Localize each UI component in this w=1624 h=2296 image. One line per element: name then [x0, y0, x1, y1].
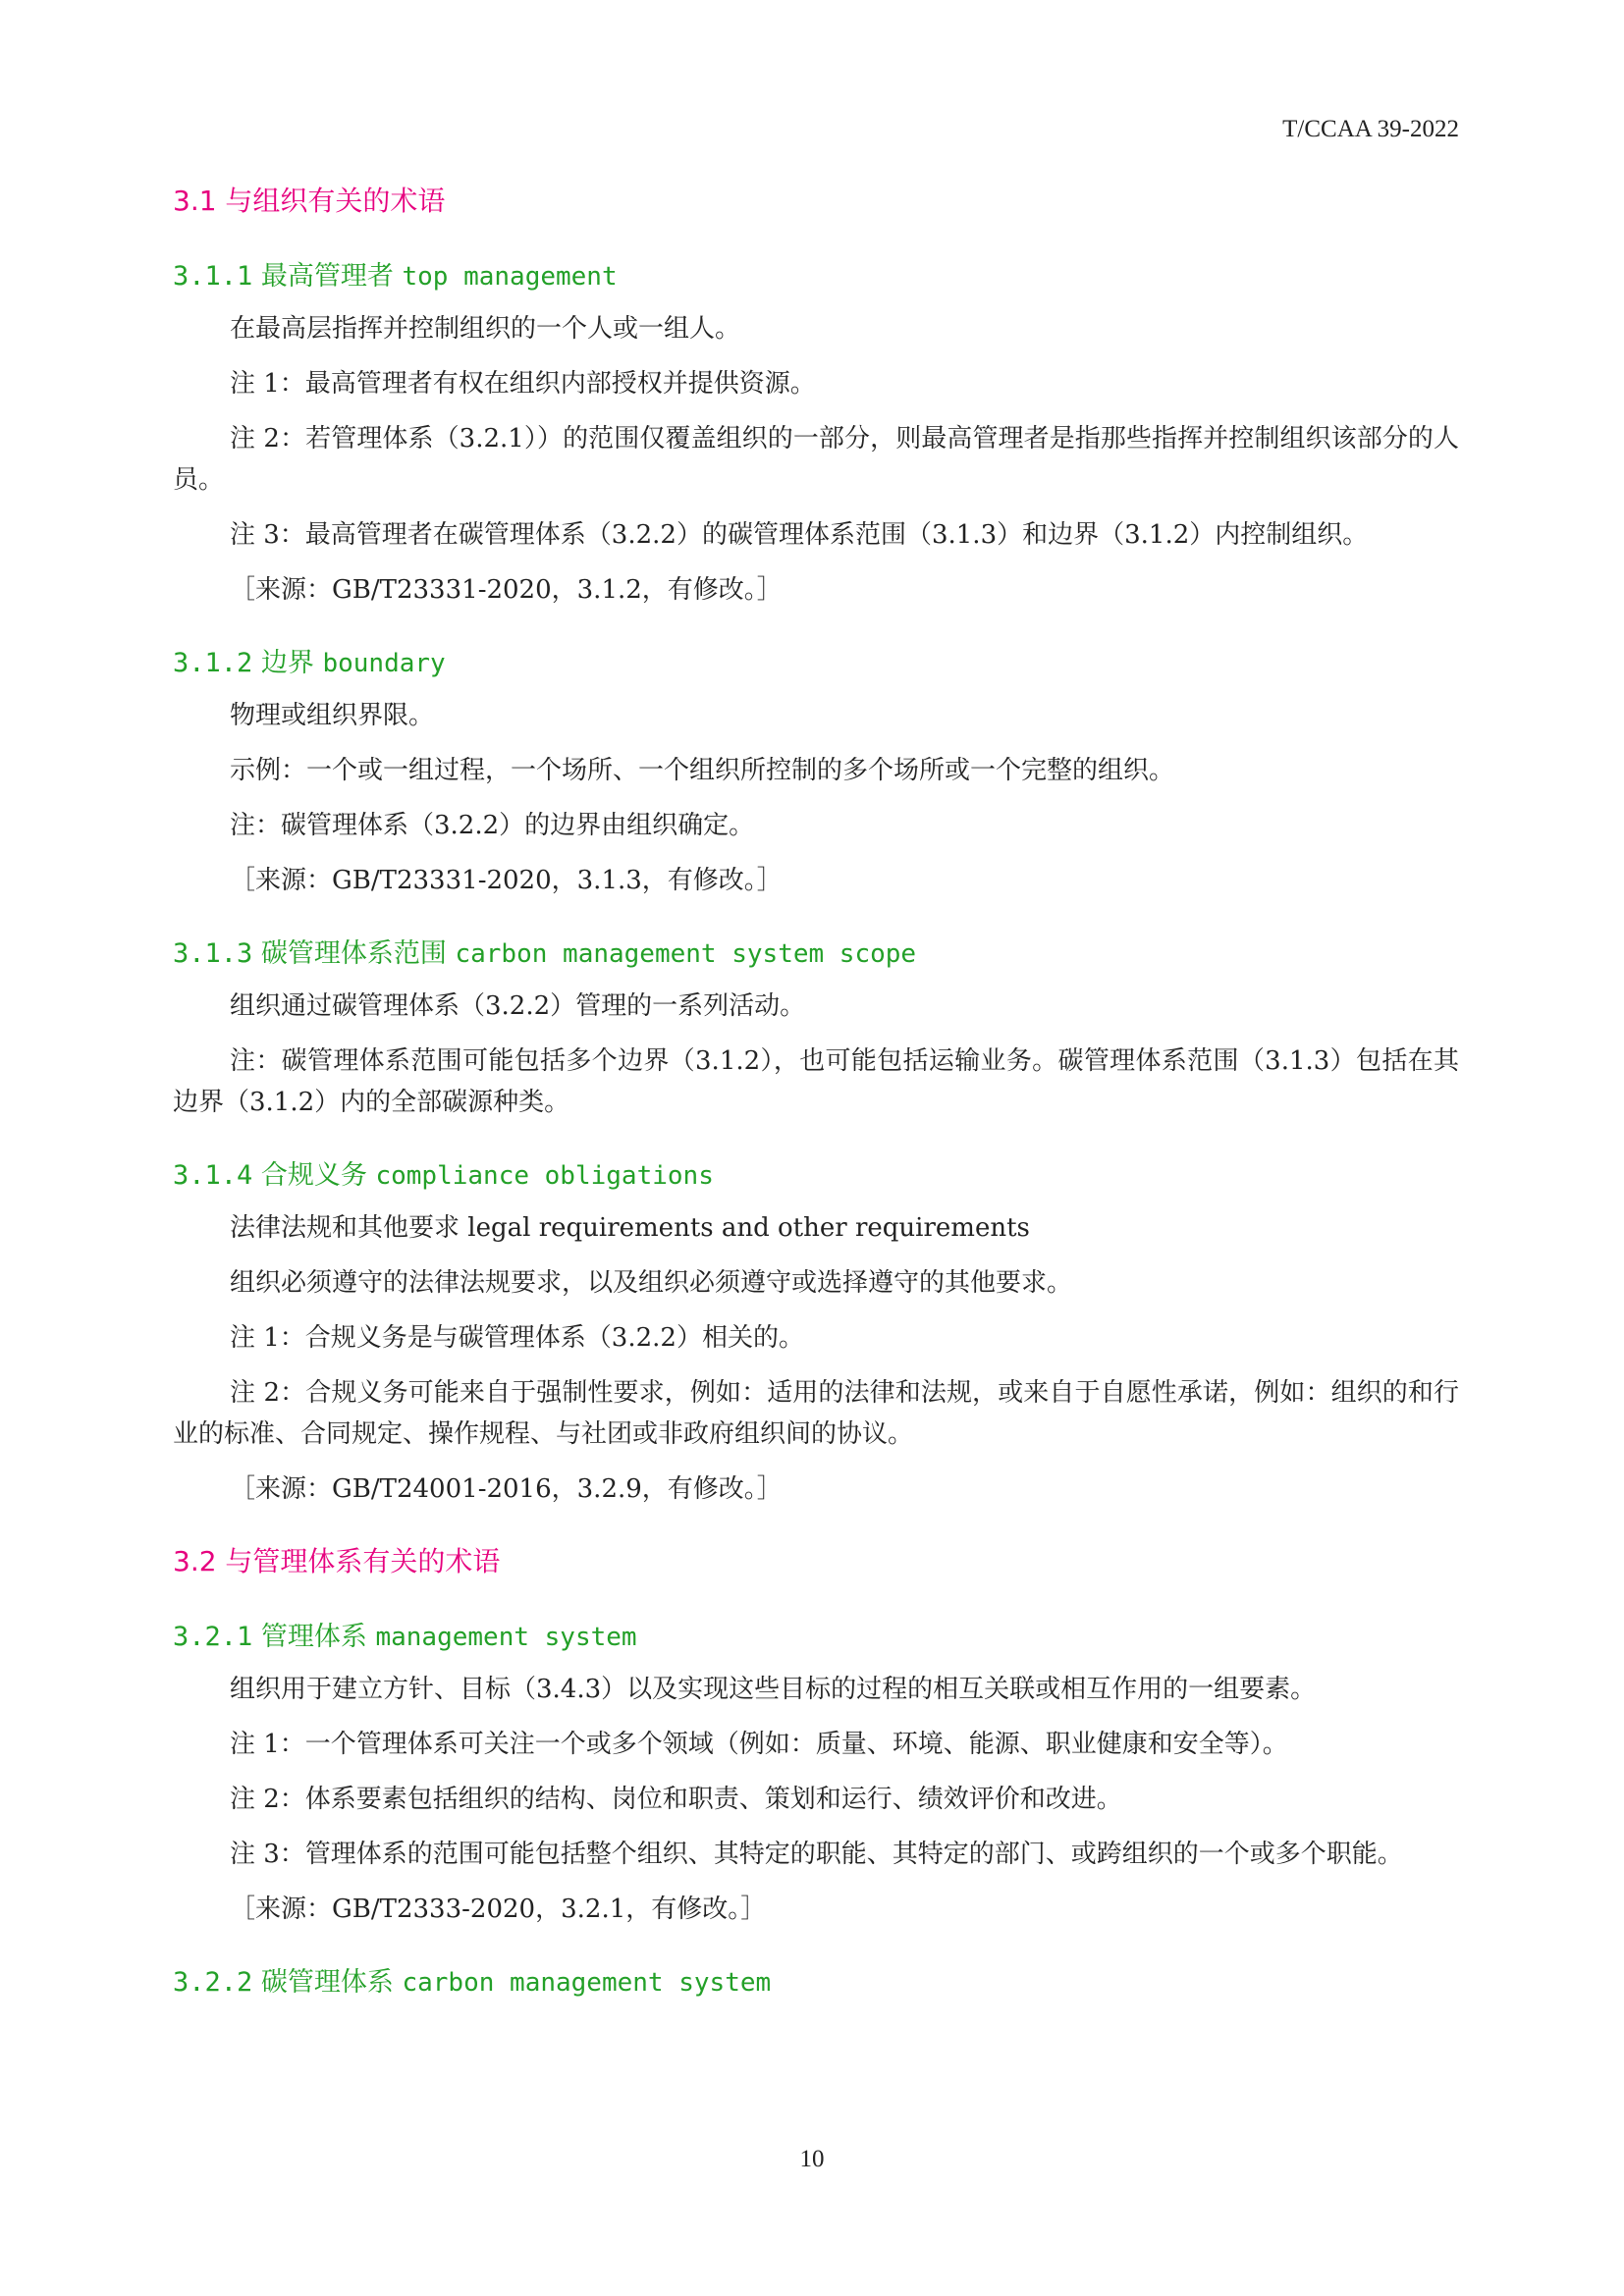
term-number: 3.1.2 [173, 648, 253, 678]
term-number: 3.1.3 [173, 938, 253, 969]
definition-text: 组织必须遵守的法律法规要求，以及组织必须遵守或选择遵守的其他要求。 [230, 1268, 1073, 1298]
note-text: 注 2：合规义务可能来自于强制性要求，例如：适用的法律和法规，或来自于自愿性承诺，例如：组织的和行业的标准、合同规定、操作规程、与社团或非政府组织间的协议。 [173, 1378, 1459, 1449]
term-title [173, 644, 1459, 683]
term-block [173, 934, 1459, 1123]
note-text: 注：碳管理体系范围可能包括多个边界（3.1.2），也可能包括运输业务。碳管理体系范围（3.1.3）包括在其边界（3.1.2）内的全部碳源种类。 [173, 1046, 1459, 1117]
definition-text: 物理或组织界限。 [230, 701, 435, 730]
document-code: T/CCAA 39-2022 [1282, 116, 1459, 142]
definition-text: 在最高层指挥并控制组织的一个人或一组人。 [230, 314, 741, 344]
term-zh: 碳管理体系 [260, 1967, 394, 1998]
term-block [173, 1618, 1459, 1930]
section-title: 3.2 与管理体系有关的术语 [173, 1545, 501, 1577]
section-title: 3.1 与组织有关的术语 [173, 185, 446, 217]
note-text: 注 3：最高管理者在碳管理体系（3.2.2）的碳管理体系范围（3.1.3）和边界（3.1.2）内控制组织。 [230, 520, 1369, 550]
term-title [173, 1156, 1459, 1196]
term-number: 3.1.4 [173, 1160, 253, 1191]
term-block [173, 644, 1459, 901]
alias-text: 法律法规和其他要求 legal requirements and other requirements [230, 1213, 1030, 1243]
term-zh: 合规义务 [260, 1160, 367, 1191]
term-title [173, 934, 1459, 974]
note-text: 注 1：最高管理者有权在组织内部授权并提供资源。 [230, 369, 816, 399]
term-en: carbon management system [402, 1968, 772, 1998]
term-zh: 管理体系 [260, 1622, 367, 1652]
source-text: ［来源：GB/T23331-2020，3.1.3，有修改。］ [230, 866, 783, 895]
term-en: carbon management system scope [455, 939, 917, 969]
note-text: 注 2：若管理体系（3.2.1））的范围仅覆盖组织的一部分，则最高管理者是指那些指挥并控制组织该部分的人员。 [173, 424, 1459, 495]
term-zh: 最高管理者 [260, 261, 394, 292]
document-body [173, 183, 1459, 2036]
term-block [173, 1156, 1459, 1510]
note-text: 注 1：一个管理体系可关注一个或多个领域（例如：质量、环境、能源、职业健康和安全等）。 [230, 1730, 1288, 1759]
term-en: top management [402, 262, 618, 292]
note-text: 注 3：管理体系的范围可能包括整个组织、其特定的职能、其特定的部门、或跨组织的一个或多个职能。 [230, 1840, 1403, 1869]
term-number: 3.1.1 [173, 261, 253, 292]
note-text: 注 1：合规义务是与碳管理体系（3.2.2）相关的。 [230, 1323, 804, 1353]
source-text: ［来源：GB/T23331-2020，3.1.2，有修改。］ [230, 575, 783, 605]
term-zh: 边界 [260, 648, 314, 678]
term-en: management system [375, 1623, 637, 1652]
definition-text: 组织用于建立方针、目标（3.4.3）以及实现这些目标的过程的相互关联或相互作用的一组要素。 [230, 1675, 1317, 1704]
term-block [173, 257, 1459, 611]
term-title [173, 257, 1459, 296]
example-text: 示例：一个或一组过程，一个场所、一个组织所控制的多个场所或一个完整的组织。 [230, 756, 1175, 785]
source-text: ［来源：GB/T24001-2016，3.2.9，有修改。］ [230, 1474, 783, 1504]
term-number: 3.2.2 [173, 1967, 253, 1998]
term-title [173, 1618, 1459, 1657]
page-number: 10 [799, 2146, 825, 2172]
definition-text: 组织通过碳管理体系（3.2.2）管理的一系列活动。 [230, 991, 806, 1021]
term-zh: 碳管理体系范围 [260, 938, 447, 969]
term-en: boundary [322, 649, 446, 678]
term-block [173, 1963, 1459, 2002]
term-en: compliance obligations [375, 1161, 714, 1191]
source-text: ［来源：GB/T2333-2020，3.2.1，有修改。］ [230, 1895, 767, 1924]
note-text: 注 2：体系要素包括组织的结构、岗位和职责、策划和运行、绩效评价和改进。 [230, 1785, 1122, 1814]
note-text: 注：碳管理体系（3.2.2）的边界由组织确定。 [230, 811, 755, 840]
term-title [173, 1963, 1459, 2002]
term-number: 3.2.1 [173, 1622, 253, 1652]
